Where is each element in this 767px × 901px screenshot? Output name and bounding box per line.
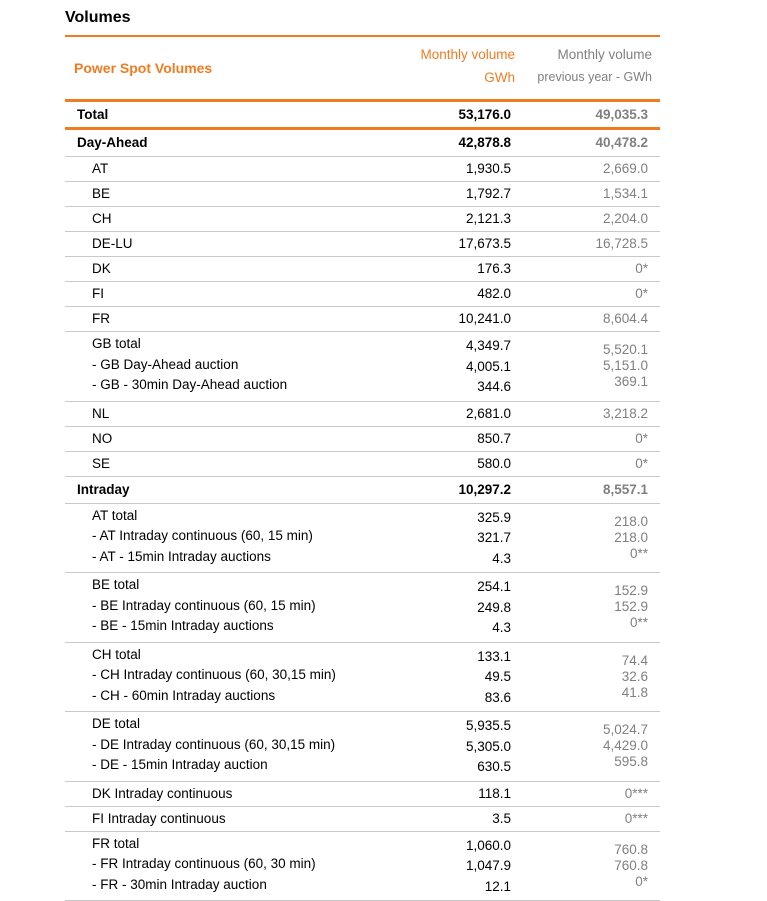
row-name bbox=[65, 451, 395, 476]
row-name bbox=[65, 101, 395, 129]
row-monthly-volume bbox=[395, 307, 517, 332]
row-name bbox=[65, 207, 395, 232]
row-previous-year-volume-line: 5,520.1 bbox=[602, 342, 648, 357]
row-name bbox=[65, 426, 395, 451]
row-previous-year-volume bbox=[517, 257, 660, 282]
row-previous-year-volume-line: 152.9 bbox=[614, 583, 648, 598]
table-row bbox=[65, 307, 660, 332]
row-monthly-volume bbox=[395, 781, 517, 806]
row-previous-year-volume-line: 0* bbox=[635, 430, 648, 446]
row-monthly-volume-line: 17,673.5 bbox=[458, 236, 511, 251]
row-previous-year-volume bbox=[517, 157, 660, 182]
row-monthly-volume-line: 83.6 bbox=[484, 689, 511, 705]
row-monthly-volume bbox=[395, 451, 517, 476]
row-monthly-volume-line: 1,930.5 bbox=[465, 161, 511, 176]
row-monthly-volume-line: 321.7 bbox=[477, 530, 511, 545]
row-monthly-volume bbox=[395, 831, 517, 901]
row-previous-year-volume-line: 8,604.4 bbox=[602, 311, 648, 326]
row-monthly-volume bbox=[395, 129, 517, 157]
row-name bbox=[65, 781, 395, 806]
row-previous-year-volume-line: 0*** bbox=[624, 785, 648, 801]
row-name-line: FR total bbox=[92, 835, 140, 851]
table-row bbox=[65, 157, 660, 182]
row-name-line: AT total bbox=[92, 507, 138, 523]
header-monthly-volume bbox=[395, 36, 517, 101]
table-row bbox=[65, 573, 660, 643]
row-previous-year-volume-line: 49,035.3 bbox=[595, 107, 648, 122]
row-monthly-volume-line: 4.3 bbox=[492, 620, 511, 635]
row-monthly-volume-line: 5,305.0 bbox=[465, 738, 511, 754]
header-previous-year-line1: Monthly volume bbox=[557, 47, 652, 62]
row-monthly-volume-line: 1,792.7 bbox=[465, 186, 511, 201]
table-row bbox=[65, 451, 660, 476]
row-previous-year-volume-line: 0** bbox=[629, 545, 648, 561]
row-name-line: - AT - 15min Intraday auctions bbox=[92, 548, 271, 564]
row-previous-year-volume bbox=[517, 806, 660, 831]
row-monthly-volume bbox=[395, 401, 517, 426]
table-row bbox=[65, 182, 660, 207]
row-previous-year-volume bbox=[517, 573, 660, 643]
row-name bbox=[65, 712, 395, 782]
row-previous-year-volume bbox=[517, 503, 660, 573]
row-monthly-volume bbox=[395, 573, 517, 643]
row-name bbox=[65, 257, 395, 282]
row-monthly-volume-line: 3.5 bbox=[492, 810, 511, 826]
table-row bbox=[65, 257, 660, 282]
row-previous-year-volume bbox=[517, 182, 660, 207]
table-row bbox=[65, 476, 660, 503]
row-name-line: DE-LU bbox=[92, 236, 133, 251]
row-monthly-volume bbox=[395, 207, 517, 232]
row-name-line: AT bbox=[92, 161, 109, 176]
row-monthly-volume-line: 580.0 bbox=[477, 455, 511, 471]
row-previous-year-volume-line: 41.8 bbox=[621, 684, 648, 700]
row-monthly-volume-line: 630.5 bbox=[477, 759, 511, 774]
row-monthly-volume-line: 10,297.2 bbox=[458, 481, 511, 497]
volumes-table bbox=[65, 35, 660, 901]
row-previous-year-volume-line: 3,218.2 bbox=[602, 405, 648, 421]
row-monthly-volume bbox=[395, 806, 517, 831]
row-monthly-volume-line: 4,349.7 bbox=[465, 338, 511, 353]
row-name bbox=[65, 182, 395, 207]
row-monthly-volume-line: 176.3 bbox=[477, 261, 511, 276]
row-previous-year-volume bbox=[517, 831, 660, 901]
row-name bbox=[65, 806, 395, 831]
row-previous-year-volume-line: 369.1 bbox=[614, 374, 648, 389]
row-previous-year-volume bbox=[517, 426, 660, 451]
row-previous-year-volume-line: 2,669.0 bbox=[602, 161, 648, 176]
row-name-line: BE total bbox=[92, 577, 140, 592]
row-name-line: - DE Intraday continuous (60, 30,15 min) bbox=[92, 736, 336, 752]
row-monthly-volume bbox=[395, 157, 517, 182]
row-name-line: DE total bbox=[92, 716, 141, 731]
table-row bbox=[65, 129, 660, 157]
row-monthly-volume-line: 4.3 bbox=[492, 550, 511, 566]
row-monthly-volume-line: 482.0 bbox=[477, 286, 511, 301]
row-monthly-volume-line: 850.7 bbox=[477, 430, 511, 446]
row-monthly-volume-line: 10,241.0 bbox=[458, 311, 511, 326]
row-name-line: - DE - 15min Intraday auction bbox=[92, 757, 268, 772]
row-name-line: NL bbox=[92, 405, 110, 421]
row-monthly-volume bbox=[395, 642, 517, 712]
row-previous-year-volume-line: 760.8 bbox=[614, 841, 648, 857]
row-monthly-volume bbox=[395, 282, 517, 307]
table-body bbox=[65, 101, 660, 901]
row-previous-year-volume-line: 218.0 bbox=[614, 513, 648, 529]
row-previous-year-volume bbox=[517, 781, 660, 806]
row-previous-year-volume bbox=[517, 642, 660, 712]
row-previous-year-volume-line: 40,478.2 bbox=[595, 135, 648, 150]
row-previous-year-volume-line: 16,728.5 bbox=[595, 236, 648, 251]
row-name bbox=[65, 831, 395, 901]
row-monthly-volume-line: 2,121.3 bbox=[465, 211, 511, 226]
row-monthly-volume-line: 1,047.9 bbox=[465, 858, 511, 873]
row-previous-year-volume bbox=[517, 401, 660, 426]
row-previous-year-volume bbox=[517, 232, 660, 257]
row-monthly-volume bbox=[395, 257, 517, 282]
row-name-line: FR bbox=[92, 311, 110, 326]
row-previous-year-volume bbox=[517, 451, 660, 476]
section-title: Volumes bbox=[65, 9, 131, 26]
row-name-line: NO bbox=[92, 430, 113, 446]
row-name-line: FI bbox=[92, 286, 104, 301]
row-name-line: DK bbox=[92, 261, 111, 276]
row-name bbox=[65, 157, 395, 182]
row-previous-year-volume-line: 152.9 bbox=[614, 599, 648, 614]
row-monthly-volume bbox=[395, 232, 517, 257]
row-name-line: Total bbox=[77, 107, 109, 122]
row-previous-year-volume-line: 5,151.0 bbox=[602, 358, 648, 373]
row-monthly-volume-line: 254.1 bbox=[477, 579, 511, 594]
row-monthly-volume-line: 2,681.0 bbox=[465, 405, 511, 421]
row-previous-year-volume bbox=[517, 476, 660, 503]
row-name bbox=[65, 401, 395, 426]
row-monthly-volume-line: 249.8 bbox=[477, 599, 511, 615]
row-monthly-volume-line: 42,878.8 bbox=[458, 135, 511, 150]
row-previous-year-volume-line: 0* bbox=[635, 286, 648, 301]
table-row bbox=[65, 401, 660, 426]
row-monthly-volume-line: 344.6 bbox=[477, 379, 511, 394]
row-name bbox=[65, 573, 395, 643]
table-row bbox=[65, 831, 660, 901]
table-row bbox=[65, 332, 660, 402]
row-monthly-volume bbox=[395, 712, 517, 782]
row-previous-year-volume bbox=[517, 101, 660, 129]
row-previous-year-volume-line: 595.8 bbox=[614, 754, 648, 769]
header-monthly-volume-line2: GWh bbox=[484, 70, 515, 85]
row-previous-year-volume-line: 218.0 bbox=[614, 529, 648, 545]
row-previous-year-volume bbox=[517, 282, 660, 307]
row-previous-year-volume-line: 0* bbox=[635, 261, 648, 276]
row-name-line: SE bbox=[92, 455, 111, 471]
row-name-line: DK Intraday continuous bbox=[92, 785, 233, 801]
table-row bbox=[65, 806, 660, 831]
row-name-line: FI Intraday continuous bbox=[92, 810, 226, 826]
row-previous-year-volume-line: 74.4 bbox=[621, 652, 648, 668]
row-name bbox=[65, 307, 395, 332]
row-previous-year-volume bbox=[517, 332, 660, 402]
row-name-line: - CH - 60min Intraday auctions bbox=[92, 687, 276, 703]
row-name bbox=[65, 129, 395, 157]
row-monthly-volume-line: 5,935.5 bbox=[465, 718, 511, 733]
row-name-line: - AT Intraday continuous (60, 15 min) bbox=[92, 528, 313, 543]
row-name-line: Intraday bbox=[77, 481, 130, 497]
row-name-line: - GB - 30min Day-Ahead auction bbox=[92, 377, 288, 392]
row-name bbox=[65, 476, 395, 503]
table-row bbox=[65, 426, 660, 451]
row-monthly-volume-line: 325.9 bbox=[477, 509, 511, 525]
row-name-line: CH bbox=[92, 211, 112, 226]
row-name-line: - GB Day-Ahead auction bbox=[92, 356, 239, 372]
row-monthly-volume-line: 4,005.1 bbox=[465, 358, 511, 374]
row-name-line: GB total bbox=[92, 336, 141, 351]
row-name-line: - FR - 30min Intraday auction bbox=[92, 876, 267, 892]
header-previous-year bbox=[517, 36, 660, 101]
table-row bbox=[65, 101, 660, 129]
row-name-line: - BE - 15min Intraday auctions bbox=[92, 618, 274, 633]
row-monthly-volume-line: 49.5 bbox=[484, 669, 511, 684]
row-previous-year-volume-line: 2,204.0 bbox=[602, 211, 648, 226]
row-monthly-volume bbox=[395, 503, 517, 573]
row-previous-year-volume-line: 4,429.0 bbox=[602, 738, 648, 753]
row-previous-year-volume-line: 0*** bbox=[624, 810, 648, 826]
row-monthly-volume-line: 53,176.0 bbox=[458, 107, 511, 122]
table-row bbox=[65, 781, 660, 806]
row-monthly-volume-line: 1,060.0 bbox=[465, 837, 511, 853]
row-previous-year-volume bbox=[517, 712, 660, 782]
table-row bbox=[65, 207, 660, 232]
row-name-line: Day-Ahead bbox=[77, 135, 148, 150]
row-previous-year-volume-line: 0** bbox=[629, 615, 648, 630]
row-previous-year-volume-line: 0* bbox=[635, 873, 648, 889]
row-monthly-volume bbox=[395, 476, 517, 503]
row-monthly-volume-line: 12.1 bbox=[484, 878, 511, 894]
table-row bbox=[65, 232, 660, 257]
row-previous-year-volume-line: 760.8 bbox=[614, 857, 648, 873]
row-monthly-volume-line: 133.1 bbox=[477, 648, 511, 664]
row-name-line: BE bbox=[92, 186, 111, 201]
row-name bbox=[65, 332, 395, 402]
table-row bbox=[65, 503, 660, 573]
row-previous-year-volume-line: 0* bbox=[635, 455, 648, 471]
table-header bbox=[65, 36, 660, 101]
row-previous-year-volume-line: 32.6 bbox=[621, 668, 648, 684]
header-monthly-volume-line1: Monthly volume bbox=[420, 47, 515, 62]
row-monthly-volume bbox=[395, 332, 517, 402]
row-monthly-volume-line: 118.1 bbox=[478, 785, 511, 801]
row-name-line: - FR Intraday continuous (60, 30 min) bbox=[92, 856, 316, 871]
row-monthly-volume bbox=[395, 182, 517, 207]
row-previous-year-volume-line: 8,557.1 bbox=[602, 481, 648, 497]
row-name-line: CH total bbox=[92, 646, 141, 662]
header-previous-year-line2: previous year - GWh bbox=[537, 70, 652, 84]
table-row bbox=[65, 712, 660, 782]
row-name bbox=[65, 503, 395, 573]
row-name-line: - CH Intraday continuous (60, 30,15 min) bbox=[92, 667, 336, 682]
row-previous-year-volume bbox=[517, 307, 660, 332]
row-name-line: - BE Intraday continuous (60, 15 min) bbox=[92, 597, 316, 613]
row-name bbox=[65, 642, 395, 712]
row-previous-year-volume bbox=[517, 207, 660, 232]
table-row bbox=[65, 282, 660, 307]
table-row bbox=[65, 642, 660, 712]
row-name bbox=[65, 282, 395, 307]
row-monthly-volume bbox=[395, 101, 517, 129]
row-previous-year-volume-line: 1,534.1 bbox=[602, 186, 648, 201]
row-previous-year-volume bbox=[517, 129, 660, 157]
row-name bbox=[65, 232, 395, 257]
header-power-spot-volumes: Power Spot Volumes bbox=[65, 36, 395, 101]
row-previous-year-volume-line: 5,024.7 bbox=[602, 722, 648, 737]
row-monthly-volume bbox=[395, 426, 517, 451]
